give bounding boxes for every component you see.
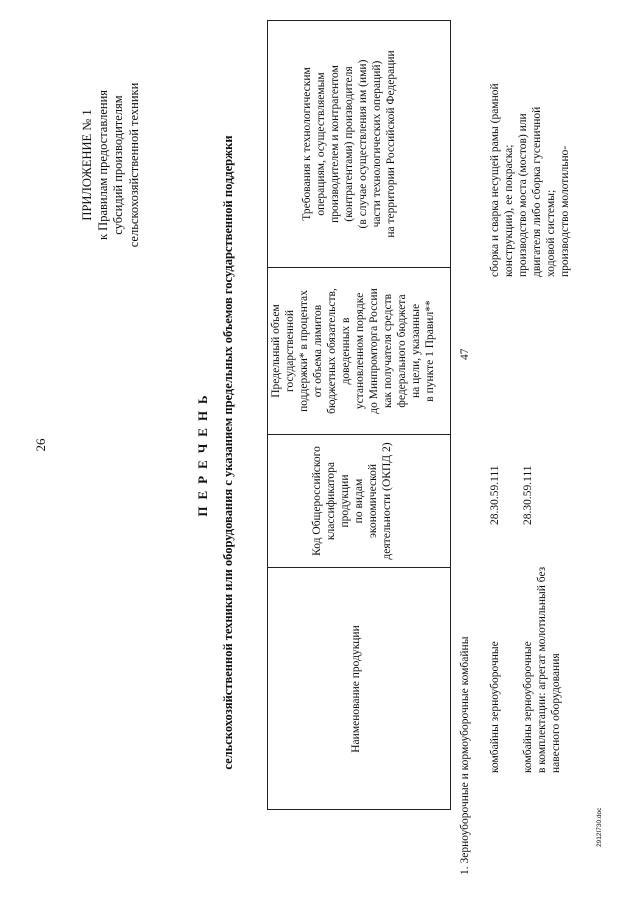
header-volume-line: установленном порядке — [354, 292, 366, 410]
appendix-line-2: к Правилам предоставления — [95, 89, 110, 241]
header-volume-line: поддержки* в процентах — [298, 290, 310, 412]
requirements-line: ходовой системы; — [545, 189, 557, 277]
requirements-line: двигателя либо сборка гусеничной — [531, 106, 543, 277]
header-volume-line: на цели, указанные — [410, 303, 422, 399]
row-2-name-line: комбайны зерноуборочные — [522, 641, 534, 773]
document-title: ПЕРЕЧЕНЬ — [195, 388, 210, 517]
header-volume-line: как получателя средств — [382, 293, 394, 409]
requirements-line: производство моста (мостов) или — [517, 113, 529, 277]
requirements-line: производство молотильно- — [559, 145, 571, 277]
header-requirements-line: операциям, осуществляемым — [315, 72, 327, 216]
header-requirements-line: Требования к технологическим — [301, 67, 313, 221]
appendix-line-4: сельскохозяйственной техники — [126, 82, 141, 248]
header-volume — [269, 268, 437, 434]
header-name: Наименование продукции — [350, 625, 362, 753]
appendix-line-3: субсидий производителям — [111, 95, 125, 235]
table-top-line — [267, 20, 268, 810]
row-2-name-line: в комплектации: агрегат молотильный без — [536, 566, 548, 773]
section-heading: 1. Зерноуборочные и кормоуборочные комбайны — [459, 636, 471, 875]
header-code-line: Код Общероссийского — [311, 446, 323, 556]
header-requirements — [300, 21, 398, 267]
header-requirements-line: части технологических операций) — [371, 60, 383, 228]
header-code-line: экономической — [367, 464, 379, 538]
header-code-line: деятельности (ОКПД 2) — [381, 442, 393, 560]
header-requirements-line: (в случае осуществления им (ими) — [357, 59, 369, 229]
row-2-name-line: навесного оборудования — [550, 653, 562, 773]
header-code-line: по видам — [353, 478, 365, 524]
header-code — [310, 435, 394, 567]
row-1-code: 28.30.59.111 — [489, 465, 501, 525]
header-volume-line: Предельный объем — [270, 304, 282, 398]
row-2-code: 28.30.59.111 — [522, 465, 534, 525]
requirements-line: конструкции), ее покраска; — [503, 144, 515, 277]
header-volume-line: государственной — [284, 310, 296, 392]
page-number: 26 — [33, 438, 48, 452]
header-volume-line: федерального бюджета — [396, 294, 408, 408]
header-requirements-line: на территории Российской Федерации — [385, 50, 397, 238]
header-code-line: классификатора — [325, 461, 337, 541]
table-header-bottom-line — [450, 20, 451, 810]
header-volume-line: от объема лимитов — [312, 304, 324, 398]
row-1-name: комбайны зерноуборочные — [489, 641, 501, 773]
footer-filename: 2912І730.doc — [596, 807, 603, 847]
header-volume-line: в пункте 1 Правил** — [424, 300, 436, 402]
requirements-line: сборка и сварка несущей рамы (рамной — [489, 83, 501, 277]
header-volume-line: до Минпромторга России — [368, 288, 380, 414]
appendix-line-1: ПРИЛОЖЕНИЕ № 1 — [80, 109, 94, 221]
header-volume-line: бюджетных обязательств, — [326, 288, 338, 414]
section-volume: 47 — [459, 348, 471, 360]
header-code-line: продукции — [339, 474, 351, 528]
appendix-block — [80, 65, 142, 265]
document-subtitle: сельскохозяйственной техники или оборудования с указанием предельных объемов государственной поддержки — [221, 135, 235, 770]
header-requirements-line: производителем и контрагентом — [329, 65, 341, 223]
header-requirements-line: (контрагентами) производителя — [343, 66, 355, 222]
header-volume-line: доведенных в — [340, 317, 352, 385]
